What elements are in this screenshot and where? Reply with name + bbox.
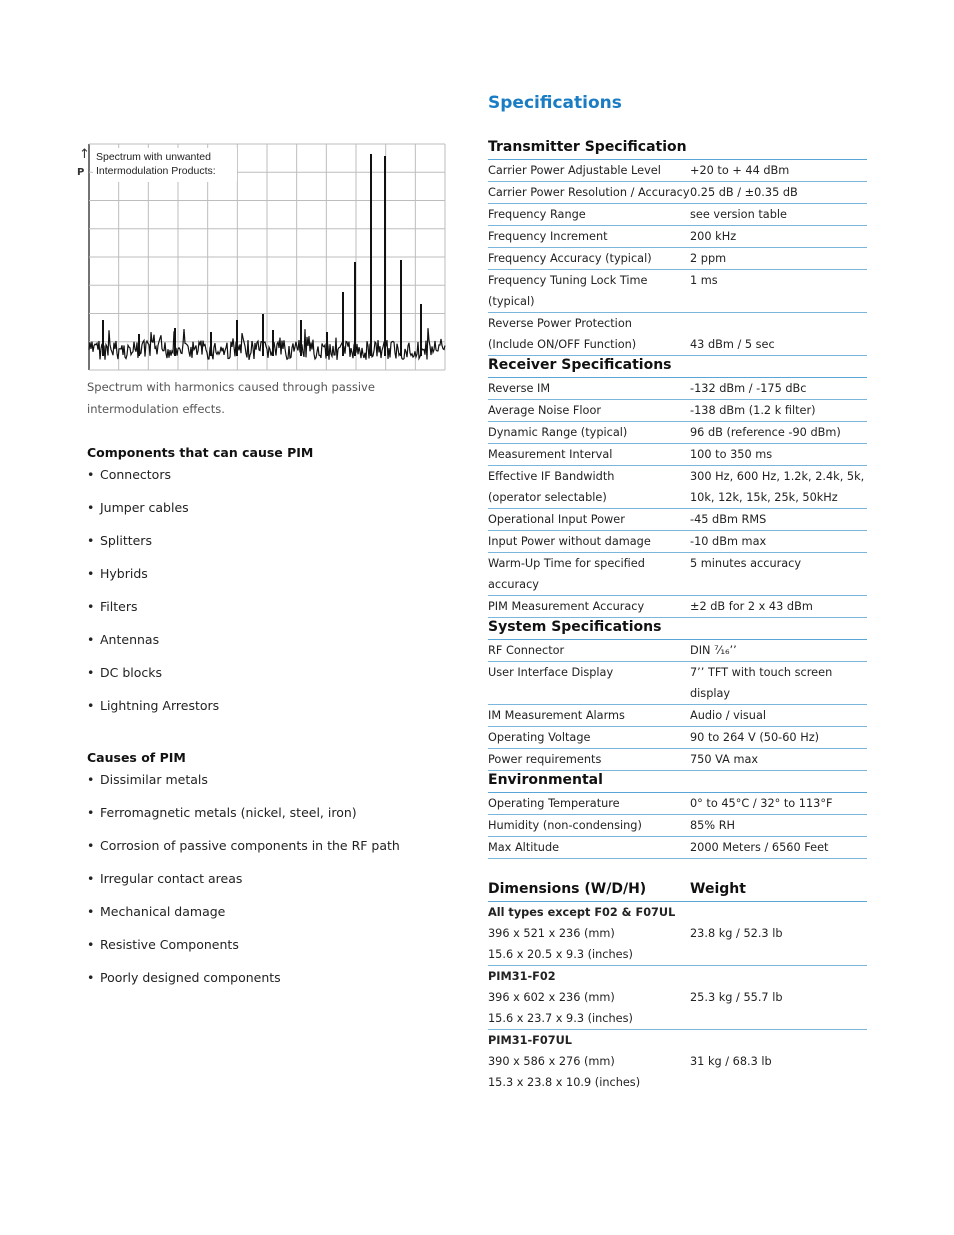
transmitter-title: Transmitter Specification <box>488 135 867 160</box>
table-row: PIM Measurement Accuracy ±2 dB for 2 x 43 dBm <box>488 596 867 618</box>
receiver-section <box>488 353 867 618</box>
list-item: • Resistive Components <box>87 937 239 952</box>
table-row: Max Altitude 2000 Meters / 6560 Feet <box>488 837 867 859</box>
table-row: Measurement Interval 100 to 350 ms <box>488 444 867 466</box>
components-section <box>87 442 447 728</box>
p-axis-arrow: ↑ <box>79 147 90 162</box>
list-item: • Hybrids <box>87 566 148 581</box>
table-row: Reverse IM -132 dBm / -175 dBc <box>488 378 867 400</box>
table-row: 15.6 x 23.7 x 9.3 (inches) <box>488 1008 867 1030</box>
table-row: 15.3 x 23.8 x 10.9 (inches) <box>488 1076 641 1089</box>
table-row: PIM31-F07UL <box>488 1034 572 1047</box>
table-row: Carrier Power Resolution / Accuracy 0.25 dB / ±0.35 dB <box>488 182 867 204</box>
table-row: Operating Voltage 90 to 264 V (50-60 Hz) <box>488 727 867 749</box>
list-item: • Lightning Arrestors <box>87 698 220 713</box>
components-title: Components that can cause PIM <box>87 445 314 460</box>
table-row: Dynamic Range (typical) 96 dB (reference -90 dBm) <box>488 422 867 444</box>
legend-line-1: Spectrum with unwanted <box>96 151 211 163</box>
list-item: • DC blocks <box>87 665 163 680</box>
table-row: User Interface Display 7’’ TFT with touch screen display <box>488 662 867 705</box>
list-item: • Jumper cables <box>87 500 189 515</box>
spectrum-chart <box>77 142 447 374</box>
table-row: Operational Input Power -45 dBm RMS <box>488 509 867 531</box>
dimensions-section <box>488 877 867 1093</box>
spectrum-plot <box>77 142 447 374</box>
receiver-title: Receiver Specifications <box>488 353 867 378</box>
list-item: • Mechanical damage <box>87 904 226 919</box>
list-item: • Dissimilar metals <box>87 772 208 787</box>
table-row: (Include ON/OFF Function) 43 dBm / 5 sec <box>488 334 867 356</box>
table-row: Carrier Power Adjustable Level +20 to + 44 dBm <box>488 160 867 182</box>
table-row: Reverse Power Protection <box>488 317 632 330</box>
table-row: Effective IF Bandwidth 300 Hz, 600 Hz, 1.2k, 2.4k, 5k, <box>488 470 865 483</box>
list-item: • Splitters <box>87 533 152 548</box>
spectrum-figure <box>77 142 447 420</box>
table-row: Frequency Accuracy (typical) 2 ppm <box>488 248 867 270</box>
list-item: • Antennas <box>87 632 160 647</box>
table-row: Average Noise Floor -138 dBm (1.2 k filter) <box>488 400 867 422</box>
table-row: (operator selectable) 10k, 12k, 15k, 25k, 50kHz <box>488 487 867 509</box>
system-section <box>488 615 867 771</box>
table-row: IM Measurement Alarms Audio / visual <box>488 705 867 727</box>
dimensions-title: Dimensions (W/D/H) Weight <box>488 877 867 902</box>
table-row: Frequency Increment 200 kHz <box>488 226 867 248</box>
legend-line-2: Intermodulation Products: <box>96 165 216 177</box>
list-item: • Ferromagnetic metals (nickel, steel, iron) <box>87 805 357 820</box>
list-item: • Filters <box>87 599 138 614</box>
table-row: Operating Temperature 0° to 45°C / 32° to 113°F <box>488 793 867 815</box>
table-row: Power requirements 750 VA max <box>488 749 867 771</box>
list-item: • Corrosion of passive components in the RF path <box>87 838 400 853</box>
table-row: 390 x 586 x 276 (mm) 31 kg / 68.3 lb <box>488 1055 772 1068</box>
table-row: Humidity (non-condensing) 85% RH <box>488 815 867 837</box>
table-row: 15.6 x 20.5 x 9.3 (inches) <box>488 944 867 966</box>
table-row: RF Connector DIN ⁷⁄₁₆’’ <box>488 640 867 662</box>
table-row: 396 x 602 x 236 (mm) 25.3 kg / 55.7 lb <box>488 991 783 1004</box>
transmitter-section <box>488 135 867 356</box>
causes-title: Causes of PIM <box>87 750 186 765</box>
list-item: • Poorly designed components <box>87 970 281 985</box>
spectrum-caption: Spectrum with harmonics caused through passive intermodulation effects. <box>87 380 375 416</box>
system-title: System Specifications <box>488 615 867 640</box>
p-axis-label: P <box>77 167 85 178</box>
environmental-title: Environmental <box>488 768 867 793</box>
table-row: PIM31-F02 <box>488 970 556 983</box>
table-row: Warm-Up Time for specified accuracy 5 minutes accuracy <box>488 553 867 596</box>
table-row: Frequency Range see version table <box>488 204 867 226</box>
causes-list <box>87 769 447 1000</box>
table-row: Input Power without damage -10 dBm max <box>488 531 867 553</box>
list-item: • Irregular contact areas <box>87 871 243 886</box>
table-row: 396 x 521 x 236 (mm) 23.8 kg / 52.3 lb <box>488 927 783 940</box>
list-item: • Connectors <box>87 467 171 482</box>
page-title: Specifications <box>488 93 622 113</box>
weight-title: Weight <box>690 881 746 897</box>
components-list <box>87 464 447 728</box>
table-row: All types except F02 & F07UL <box>488 906 676 919</box>
specifications-header <box>488 90 867 116</box>
causes-section <box>87 747 447 1000</box>
table-row: Frequency Tuning Lock Time (typical) 1 ms <box>488 270 867 313</box>
environmental-section <box>488 768 867 859</box>
